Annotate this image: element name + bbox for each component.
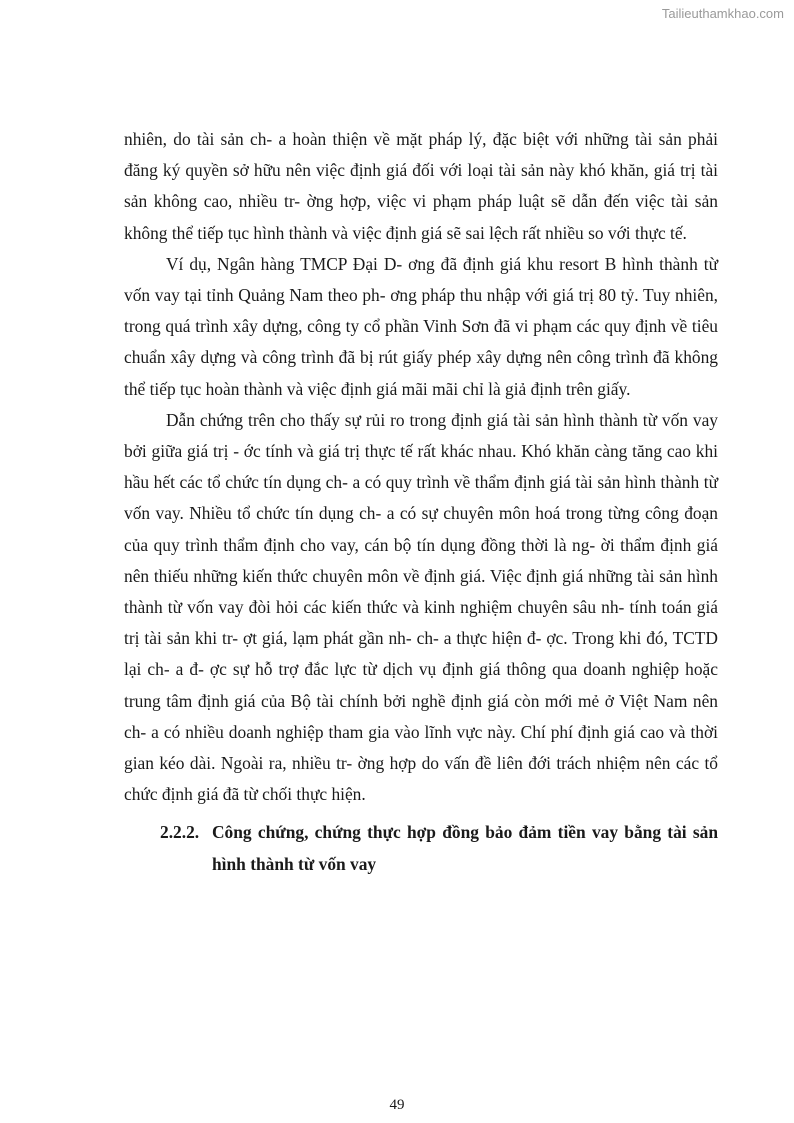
section-heading-title: Công chứng, chứng thực hợp đồng bảo đảm tiền vay bằng tài sản hình thành từ vốn vay [212,822,718,875]
section-heading [160,816,718,880]
paragraph-3: Dẫn chứng trên cho thấy sự rủi ro trong định giá tài sản hình thành từ vốn vay bởi giữa giá trị - ớc tính và giá trị thực tế rất khác nhau. Khó khăn càng tăng cao khi hầu hết các tổ chức tín dụng ch- a có quy trình về thẩm định giá tài sản hình thành từ vốn vay. Nhiều tổ chức tín dụng ch- a có sự chuyên môn hoá trong từng công đoạn của quy trình thẩm định cho vay, cán bộ tín dụng đồng thời là ng- ời thẩm định giá nên thiếu những kiến thức chuyên môn về định giá. Việc định giá những tài sản hình thành từ vốn vay đòi hỏi các kiến thức và kinh nghiệm chuyên sâu nh- tính toán giá trị tài sản khi tr- ợt giá, lạm phát gần nh- ch- a thực hiện đ- ợc. Trong khi đó, TCTD lại ch- a đ- ợc sự hỗ trợ đắc lực từ dịch vụ định giá thông qua doanh nghiệp hoặc trung tâm định giá của Bộ tài chính bởi nghề định giá còn mới mẻ ở Việt Nam nên ch- a có nhiều doanh nghiệp tham gia vào lĩnh vực này. Chí phí định giá cao và thời gian kéo dài. Ngoài ra, nhiều tr- ờng hợp do vấn đề liên đới trách nhiệm nên các tổ chức định giá đã từ chối thực hiện. [124,409,718,805]
page-number: 49 [389,1097,405,1113]
paragraph-2: Ví dụ, Ngân hàng TMCP Đại D- ơng đã định giá khu resort B hình thành từ vốn vay tại tỉnh Quảng Nam theo ph- ơng pháp thu nhập với giá trị 80 tỷ. Tuy nhiên, trong quá trình xây dựng, công ty cổ phần Vinh Sơn đã vi phạm các quy định về tiêu chuẩn xây dựng và công trình đã bị rút giấy phép xây dựng nên công trình đã không thể tiếp tục hoàn thành và việc định giá mãi mãi chỉ là giả định trên giấy. [124,253,718,399]
document-body [124,124,718,880]
watermark-text: Tailieuthamkhao.com [661,6,784,21]
paragraph-1: nhiên, do tài sản ch- a hoàn thiện về mặt pháp lý, đặc biệt với những tài sản phải đăng ký quyền sở hữu nên việc định giá đối với loại tài sản này khó khăn, giá trị tài sản không cao, nhiều tr- ờng hợp, việc vi phạm pháp luật sẽ dẫn đến việc tài sản không thể tiếp tục hình thành và việc định giá sẽ sai lệch rất nhiều so với thực tế. [124,129,718,243]
section-heading-number: 2.2.2. [160,822,200,843]
